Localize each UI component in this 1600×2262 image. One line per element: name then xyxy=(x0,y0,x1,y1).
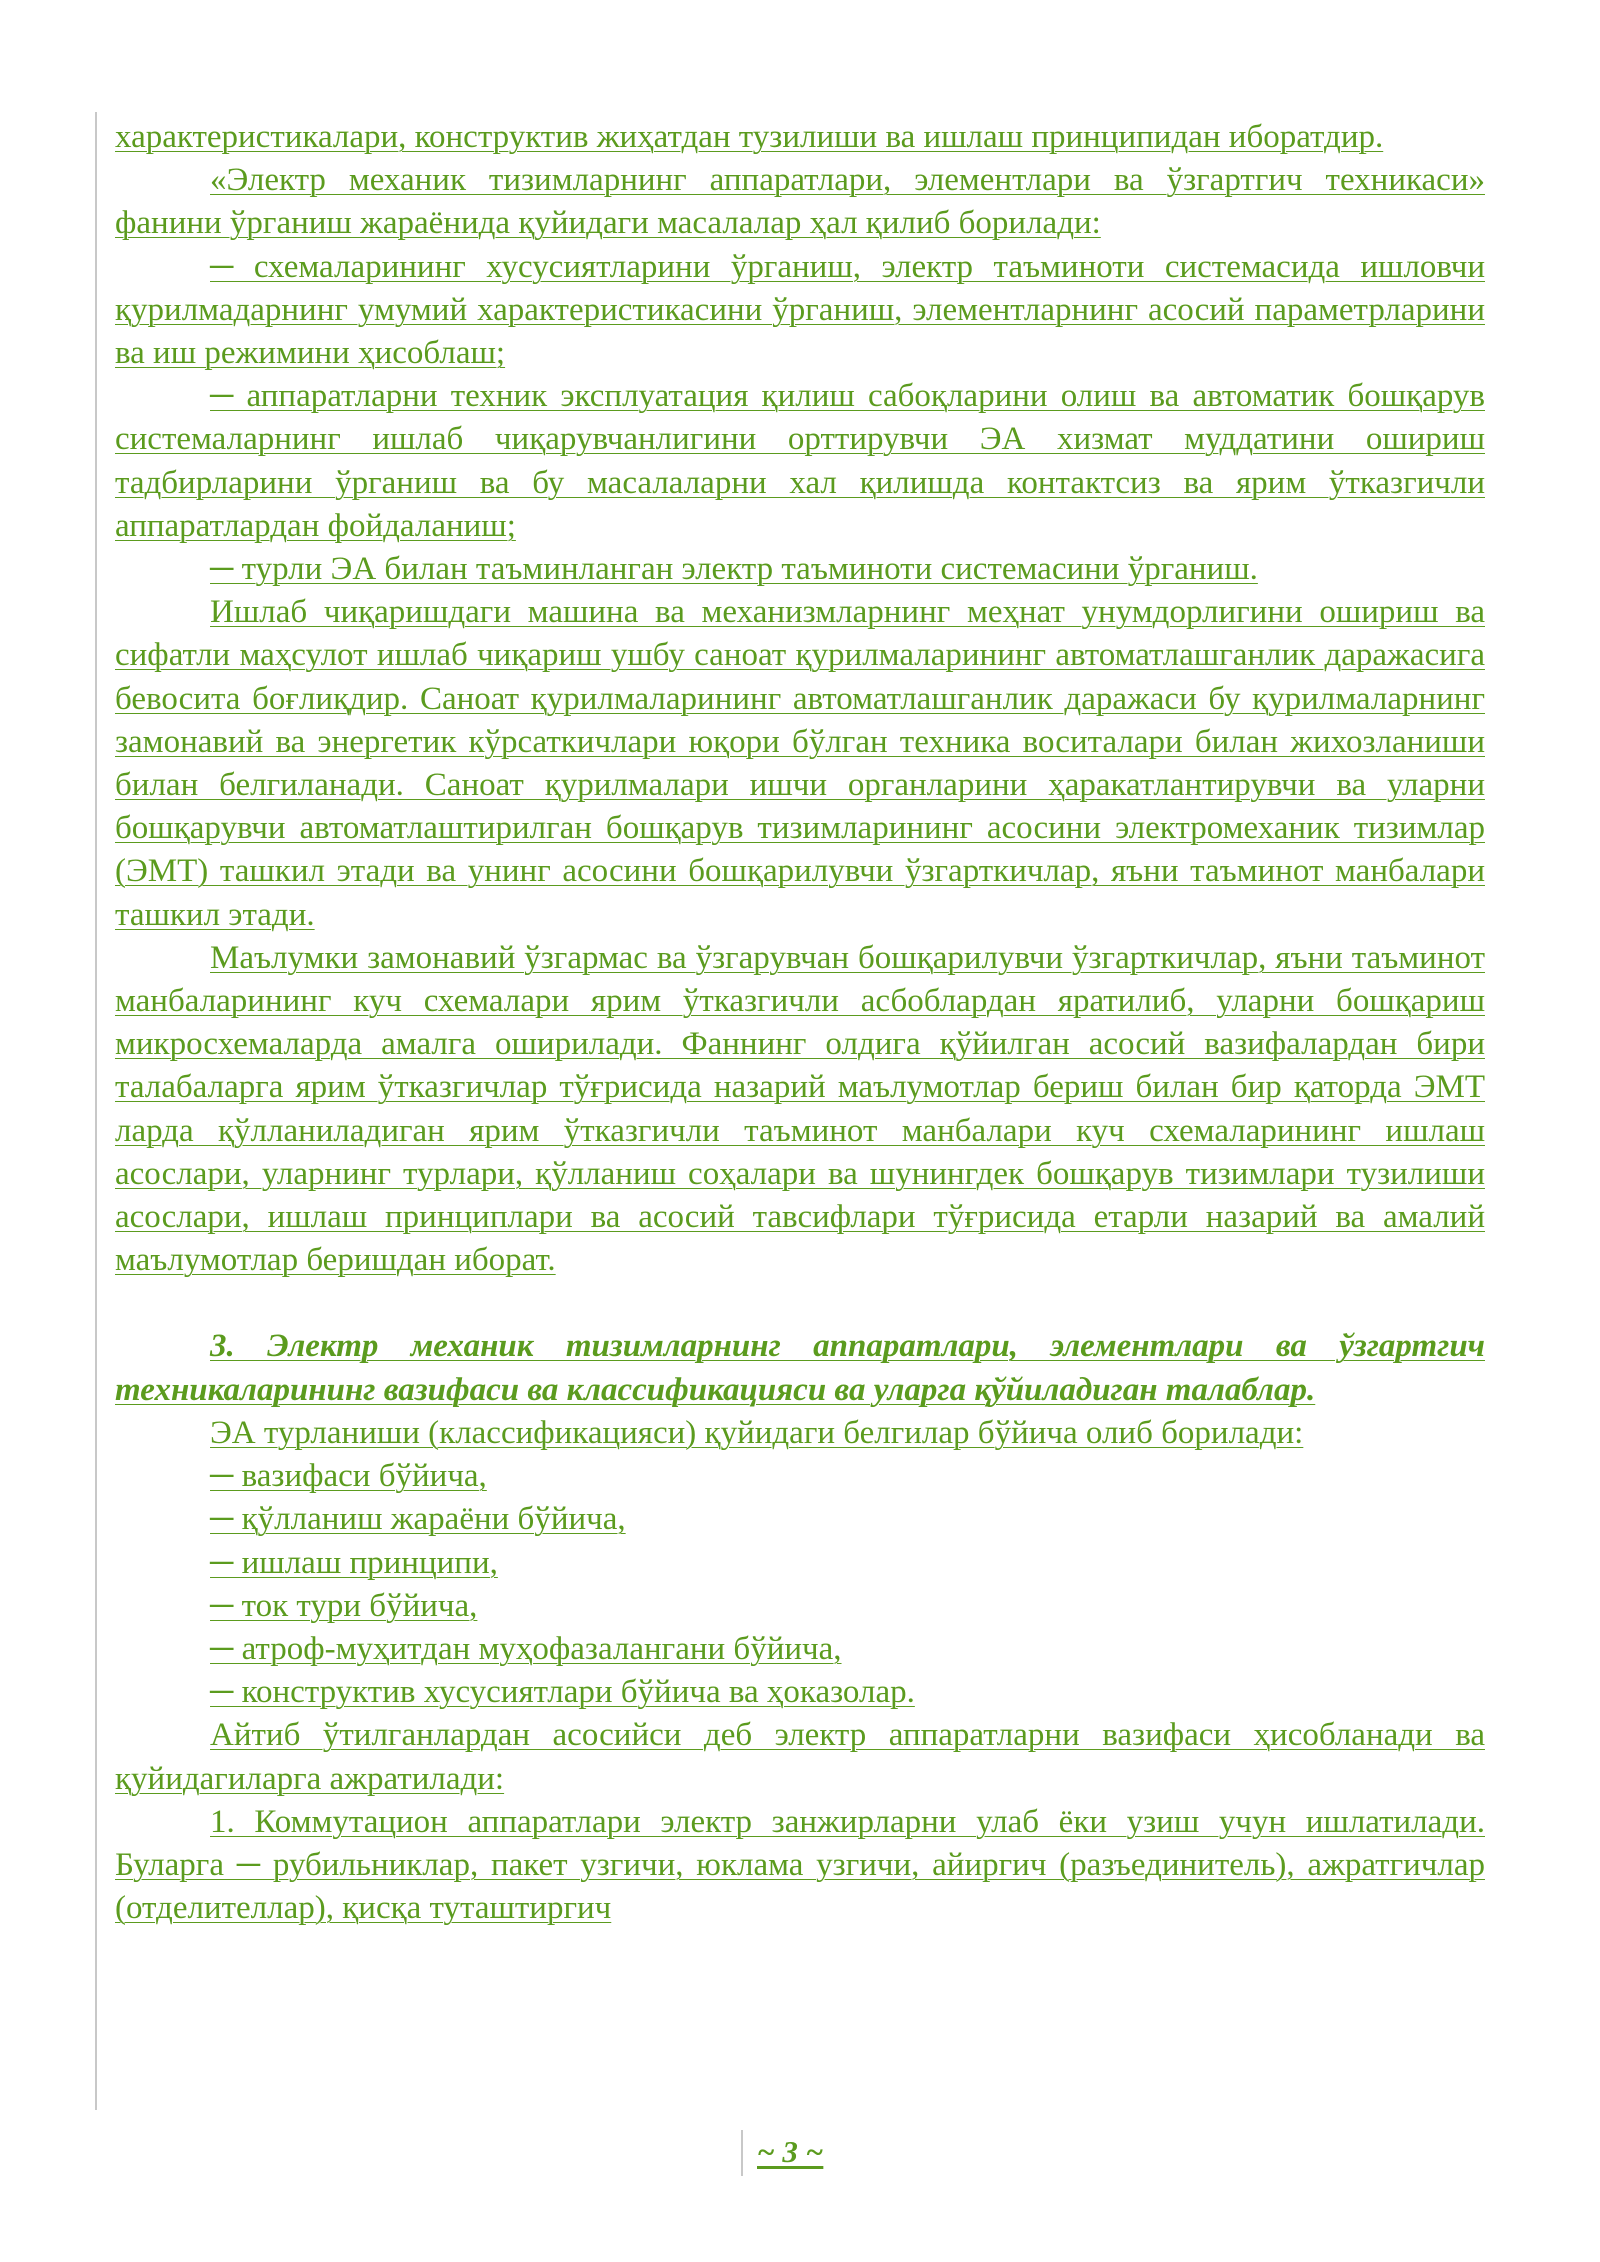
paragraph-switching-devices: 1. Коммутацион аппаратлари электр занжирларни улаб ёки узиш учун ишлатилади. Буларга ─ рубильниклар, пакет узгичи, юклама узгичи, айиргич (разъединитель), ажратгичлар (отделителлар), қисқа туташтиргич xyxy=(115,1803,1485,1927)
task-item-exploitation: ─ аппаратларни техник эксплуатация қилиш сабоқларини олиш ва автоматик бошқарув системаларнинг ишлаб чиқарувчанлигини орттирувчи ЭА хизмат муддатини ошириш тадбирларини ўрганиш ва бу масалаларни хал қилишда контактсиз ва ярим ўтказгичли аппаратлардан фойдаланиш; xyxy=(115,378,1485,544)
paragraph-purpose: Айтиб ўтилганлардан асосийси деб электр аппаратларни вазифаси ҳисобланади ва қуйидагиларга ажратилади: xyxy=(115,1717,1485,1797)
page-number: ~ 3 ~ xyxy=(757,2134,824,2169)
paragraph-continuation: характеристикалари, конструктив жиҳатдан тузилиши ва ишлаш принципидан иборатдир. xyxy=(115,119,1384,155)
page-footer xyxy=(0,2130,1600,2180)
list-item: ─ конструктив хусусиятлари бўйича ва ҳоказолар. xyxy=(210,1674,915,1711)
paragraph-spacer xyxy=(115,1282,1485,1325)
classification-intro: ЭА турланиши (классификацияси) қуйидаги белгилар бўйича олиб борилади: xyxy=(210,1414,1304,1451)
paragraph-converters: Маълумки замонавий ўзгармас ва ўзгарувчан бошқарилувчи ўзгарткичлар, яъни таъминот манбаларининг куч схемалари ярим ўтказгичли асбоблардан яратилиб, уларни бошқариш микросхемаларда амалга оширилади. Фаннинг олдига қўйилган асосий вазифалардан бири талабаларга ярим ўтказгичлар тўғрисида назарий маълумотлар бериш билан бир қаторда ЭМТ ларда қўлланиладиган ярим ўтказгичли таъминот манбалари куч схемаларининг ишлаш асослари, уларнинг турлари, қўлланиш соҳалари ва шунингдек бошқарув тизимлари тузилиши асослари, ишлаш принциплари ва асосий тавсифлари тўғрисида етарли назарий ва амалий маълумотлар беришдан иборат. xyxy=(115,939,1485,1279)
list-item: ─ вазифаси бўйича, xyxy=(210,1458,487,1495)
paragraph-automation: Ишлаб чиқаришдаги машина ва механизмларнинг меҳнат унумдорлигини ошириш ва сифатли маҳсулот ишлаб чиқариш ушбу саноат қурилмаларининг автоматлашганлик даражасига бевосита боғлиқдир. Саноат қурилмаларининг автоматлашганлик даражаси бу қурилмаларнинг замонавий ва энергетик кўрсаткичлари юқори бўлган техника воситалари билан жихозланиши билан белгиланади. Саноат қурилмалари ишчи органларини ҳаракатлантирувчи ва уларни бошқарувчи автоматлаштирилган бошқарув тизимларининг асосини электромеханик тизимлар (ЭМТ) ташкил этади ва унинг асосини бошқарилувчи ўзгарткичлар, яъни таъминот манбалари ташкил этади. xyxy=(115,594,1485,933)
list-item: ─ қўлланиш жараёни бўйича, xyxy=(210,1501,626,1538)
section-heading: 3. Электр механик тизимларнинг аппаратлари, элементлари ва ўзгартгич техникаларининг вазифаси ва классификацияси ва уларга қўйиладиган талаблар. xyxy=(115,1328,1485,1408)
list-item: ─ ишлаш принципи, xyxy=(210,1544,498,1581)
list-item: ─ атроф-муҳитдан муҳофазалангани бўйича, xyxy=(210,1630,842,1667)
list-item: ─ ток тури бўйича, xyxy=(210,1587,478,1624)
task-item-supply-systems: ─ турли ЭА билан таъминланган электр таъминоти системасини ўрганиш. xyxy=(210,551,1258,588)
document-body xyxy=(115,116,1485,1930)
footer-rule xyxy=(741,2130,743,2176)
paragraph-course-intro: «Электр механик тизимларнинг аппаратлари, элементлари ва ўзгартгич техникаси» фанини ўрганиш жараёнида қуйидаги масалалар ҳал қилиб борилади: xyxy=(115,162,1485,242)
task-item-schemes: ─ схемаларининг хусусиятларини ўрганиш, электр таъминоти системасида ишловчи қурилмадарнинг умумий характеристикасини ўрганиш, элементларнинг асосий параметрларини ва иш режимини ҳисоблаш; xyxy=(115,248,1485,372)
left-margin-rule xyxy=(95,112,97,2110)
